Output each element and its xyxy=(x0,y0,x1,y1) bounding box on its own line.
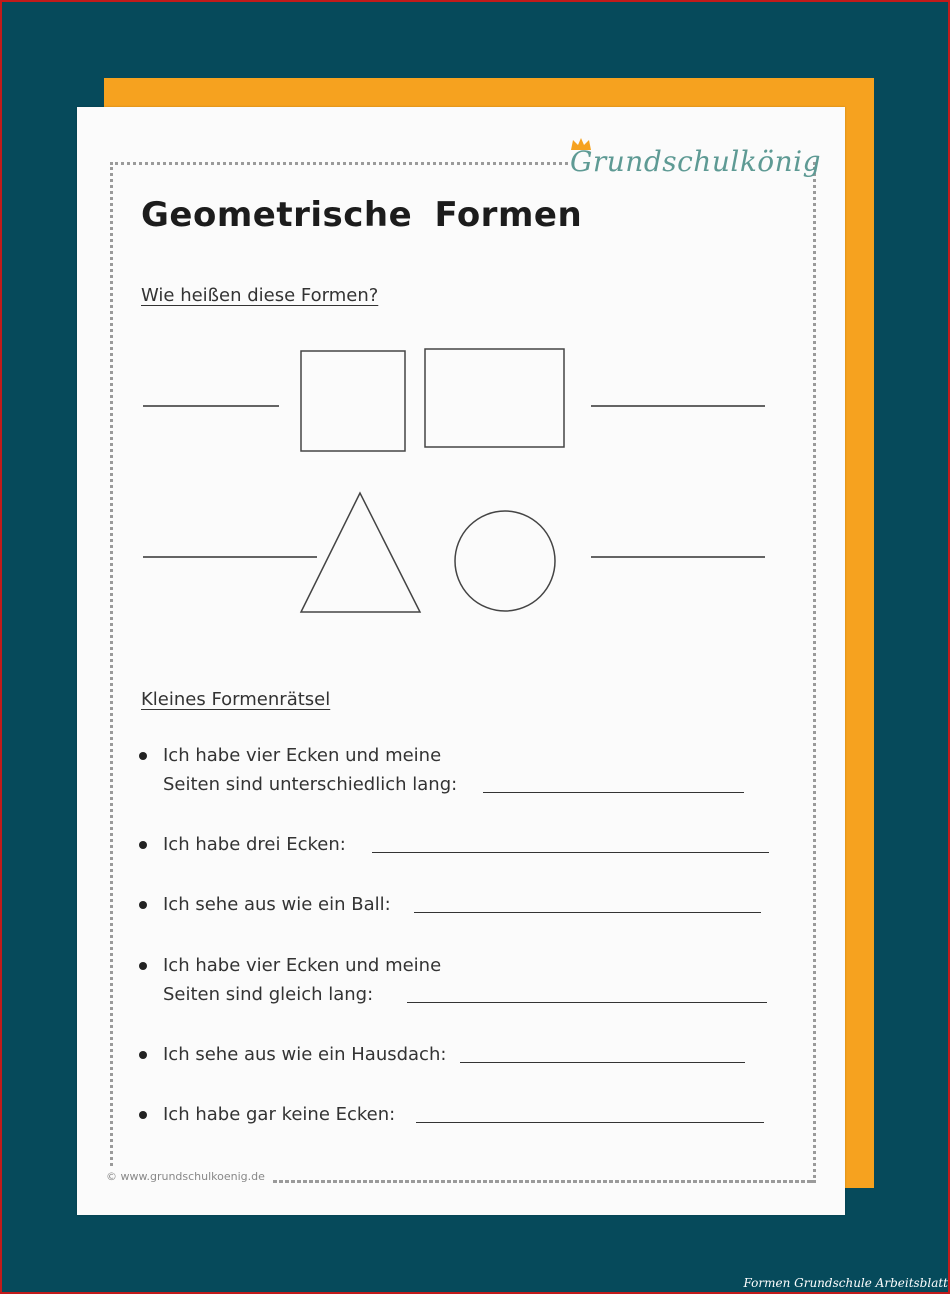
riddle-item xyxy=(163,890,391,919)
bullet-icon xyxy=(139,841,147,849)
worksheet-page xyxy=(77,107,845,1215)
riddle-text-line1: Ich sehe aus wie ein Hausdach: xyxy=(163,1044,447,1065)
answer-line-riddle-6 xyxy=(416,1122,764,1123)
answer-line-riddle-2 xyxy=(372,852,769,853)
triangle-icon xyxy=(301,493,420,612)
worksheet-title: Geometrische Formen xyxy=(141,195,583,235)
section-heading-shapes: Wie heißen diese Formen? xyxy=(141,285,379,306)
answer-line-riddle-5 xyxy=(460,1062,745,1063)
riddle-text-line1: Ich habe gar keine Ecken: xyxy=(163,1104,396,1125)
section-heading-riddles: Kleines Formenrätsel xyxy=(141,689,331,710)
circle-icon xyxy=(455,511,555,611)
brand-logo: Grundschulkönig xyxy=(570,145,822,178)
bullet-icon xyxy=(139,1051,147,1059)
riddle-text-line1: Ich habe vier Ecken und meine xyxy=(163,955,442,976)
answer-line-riddle-4 xyxy=(407,1002,767,1003)
riddle-item xyxy=(163,830,346,859)
riddle-item xyxy=(163,1100,395,1129)
riddle-item xyxy=(163,741,457,799)
riddle-text-line1: Ich habe vier Ecken und meine xyxy=(163,745,442,766)
riddle-item xyxy=(163,951,441,1009)
answer-line-riddle-3 xyxy=(414,912,761,913)
image-caption: Formen Grundschule Arbeitsblatt xyxy=(743,1276,948,1290)
bullet-icon xyxy=(139,1111,147,1119)
bullet-icon xyxy=(139,752,147,760)
bullet-icon xyxy=(139,962,147,970)
riddle-text-line1: Ich habe drei Ecken: xyxy=(163,834,346,855)
riddle-text-line2: Seiten sind gleich lang: xyxy=(163,984,374,1005)
rectangle-icon xyxy=(425,349,564,447)
riddle-text-line2: Seiten sind unterschiedlich lang: xyxy=(163,774,458,795)
answer-line-riddle-1 xyxy=(483,792,744,793)
footer-copyright: © www.grundschulkoenig.de xyxy=(106,1170,265,1183)
riddle-text-line1: Ich sehe aus wie ein Ball: xyxy=(163,894,391,915)
shapes-area xyxy=(77,107,845,627)
bullet-icon xyxy=(139,901,147,909)
square-icon xyxy=(301,351,405,451)
dotted-border-bottom xyxy=(273,1180,813,1183)
riddle-item xyxy=(163,1040,446,1069)
